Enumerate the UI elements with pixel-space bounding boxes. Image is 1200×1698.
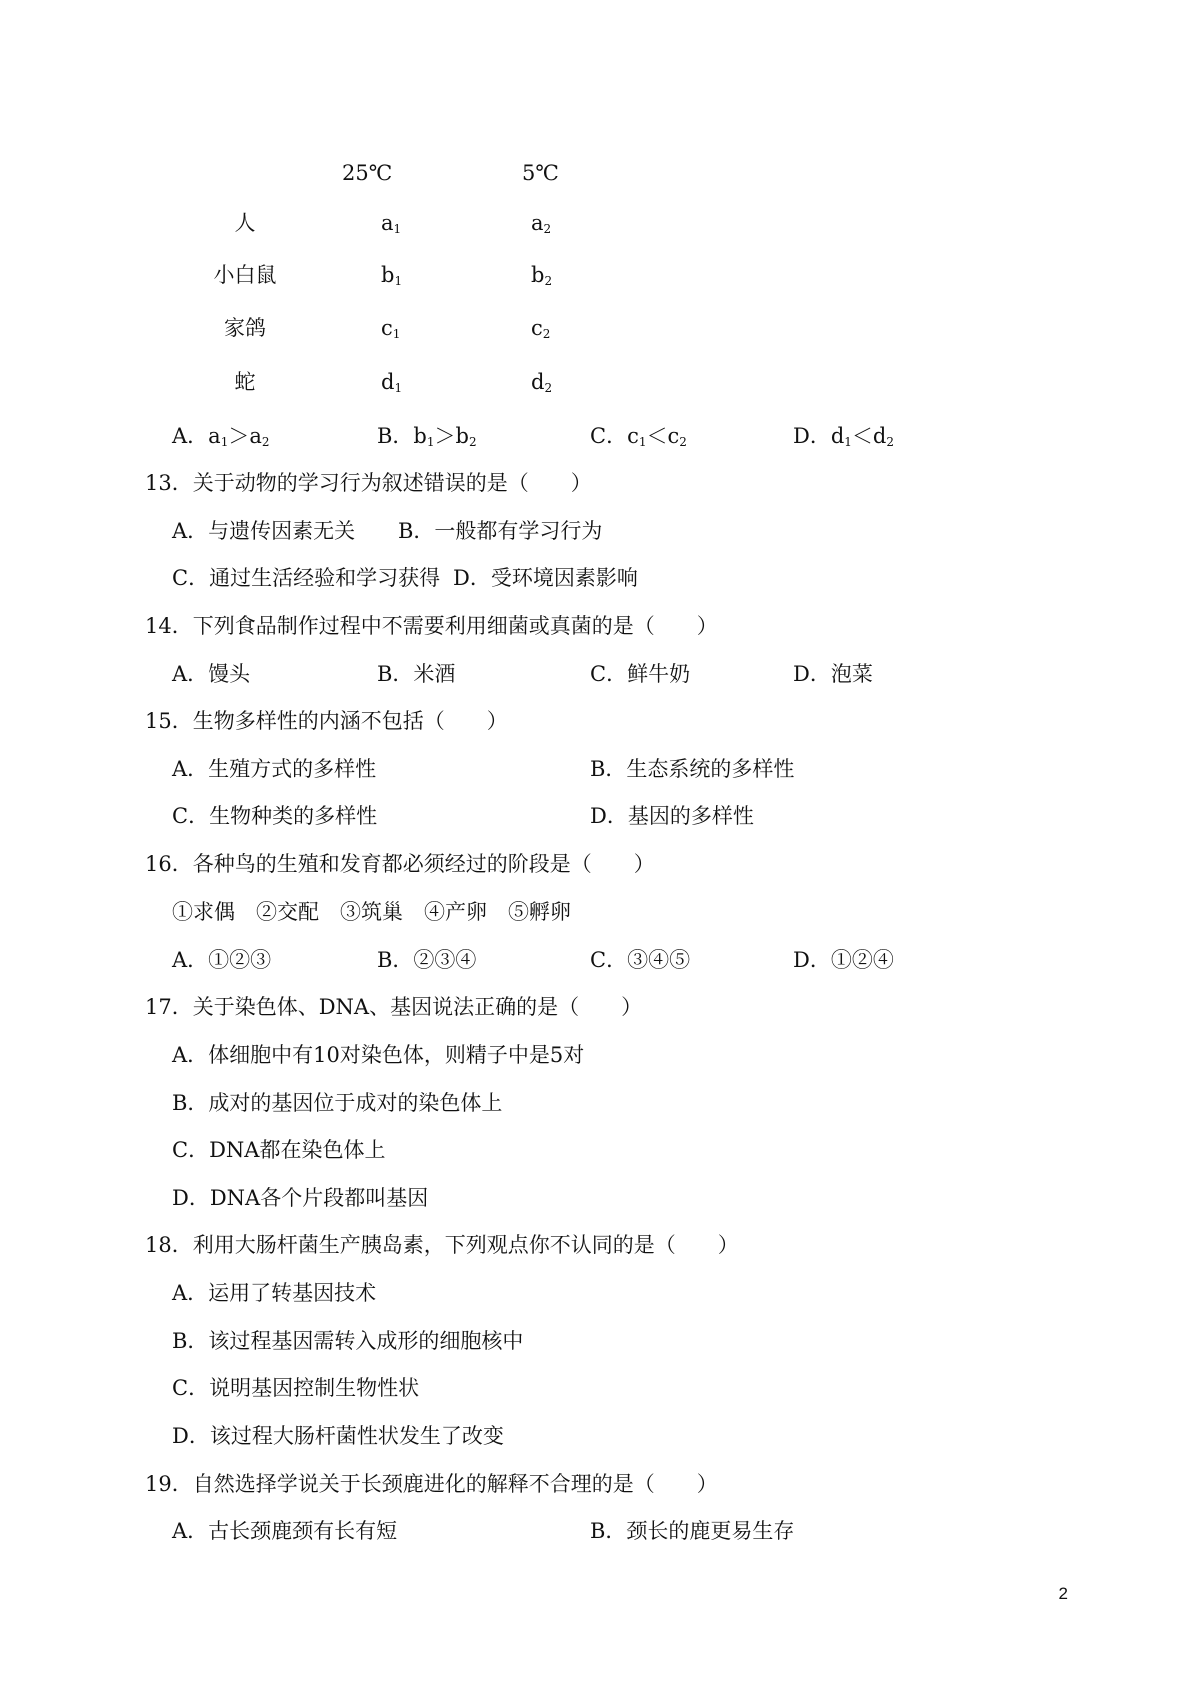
q14-option-c: C．鲜牛奶 — [590, 662, 691, 686]
cell-25c: $b_1$ — [381, 263, 403, 288]
cell-5c: $d_2$ — [531, 370, 553, 395]
q14-option-b: B．米酒 — [377, 662, 456, 686]
q16-items: ①求偶 ②交配 ③筑巢 ④产卵 ⑤孵卵 — [172, 900, 571, 924]
q13-option-d: D．受环境因素影响 — [453, 566, 638, 590]
cell-5c: $c_2$ — [531, 316, 551, 341]
row-label: 蛇 — [234, 370, 256, 394]
q17-option-d: D．DNA各个片段都叫基因 — [172, 1186, 429, 1210]
q16-option-d: D．①②④ — [793, 948, 894, 972]
table-header-5c: 5℃ — [522, 161, 559, 185]
q16-option-b: B．②③④ — [377, 948, 477, 972]
q19-option-a: A．古长颈鹿颈有长有短 — [172, 1519, 398, 1543]
q12-option-c: C．$c_1<c_2$ — [590, 424, 687, 449]
q15-option-d: D．基因的多样性 — [590, 804, 754, 828]
q13-stem: 13．关于动物的学习行为叙述错误的是（ ） — [145, 471, 592, 495]
q16-stem: 16．各种鸟的生殖和发育都必须经过的阶段是（ ） — [145, 852, 655, 876]
q18-option-b: B．该过程基因需转入成形的细胞核中 — [172, 1329, 524, 1353]
q13-option-a: A．与遗传因素无关 — [172, 519, 356, 543]
q12-option-d: D．$d_1<d_2$ — [793, 424, 895, 449]
q15-stem: 15．生物多样性的内涵不包括（ ） — [145, 709, 508, 733]
cell-25c: $d_1$ — [381, 370, 403, 395]
q17-stem: 17．关于染色体、DNA、基因说法正确的是（ ） — [145, 995, 643, 1019]
cell-25c: $c_1$ — [381, 316, 401, 341]
q17-option-a: A．体细胞中有10对染色体，则精子中是5对 — [172, 1043, 585, 1067]
q12-option-b: B．$b_1>b_2$ — [377, 424, 477, 449]
q19-option-b: B．颈长的鹿更易生存 — [590, 1519, 795, 1543]
q15-option-b: B．生态系统的多样性 — [590, 757, 795, 781]
cell-25c: $a_1$ — [381, 211, 402, 236]
q17-option-b: B．成对的基因位于成对的染色体上 — [172, 1091, 503, 1115]
q18-stem: 18．利用大肠杆菌生产胰岛素，下列观点你不认同的是（ ） — [145, 1233, 739, 1257]
q13-option-c: C．通过生活经验和学习获得 — [172, 566, 441, 590]
q18-option-a: A．运用了转基因技术 — [172, 1281, 377, 1305]
q16-option-c: C．③④⑤ — [590, 948, 691, 972]
row-label: 小白鼠 — [213, 263, 277, 287]
q18-option-c: C．说明基因控制生物性状 — [172, 1376, 420, 1400]
q14-option-a: A．馒头 — [172, 662, 251, 686]
row-label: 人 — [234, 211, 256, 235]
q13-option-b: B．一般都有学习行为 — [398, 519, 603, 543]
cell-5c: $b_2$ — [531, 263, 553, 288]
page-number: 2 — [1058, 1584, 1068, 1603]
q17-option-c: C．DNA都在染色体上 — [172, 1138, 386, 1162]
q14-stem: 14．下列食品制作过程中不需要利用细菌或真菌的是（ ） — [145, 614, 718, 638]
row-label: 家鸽 — [224, 316, 266, 340]
q15-option-a: A．生殖方式的多样性 — [172, 757, 377, 781]
cell-5c: $a_2$ — [531, 211, 552, 236]
q19-stem: 19．自然选择学说关于长颈鹿进化的解释不合理的是（ ） — [145, 1472, 718, 1496]
q18-option-d: D．该过程大肠杆菌性状发生了改变 — [172, 1424, 504, 1448]
q16-option-a: A．①②③ — [172, 948, 272, 972]
q14-option-d: D．泡菜 — [793, 662, 873, 686]
q15-option-c: C．生物种类的多样性 — [172, 804, 378, 828]
q12-option-a: A．$a_1>a_2$ — [172, 424, 270, 449]
table-header-25c: 25℃ — [342, 161, 393, 185]
